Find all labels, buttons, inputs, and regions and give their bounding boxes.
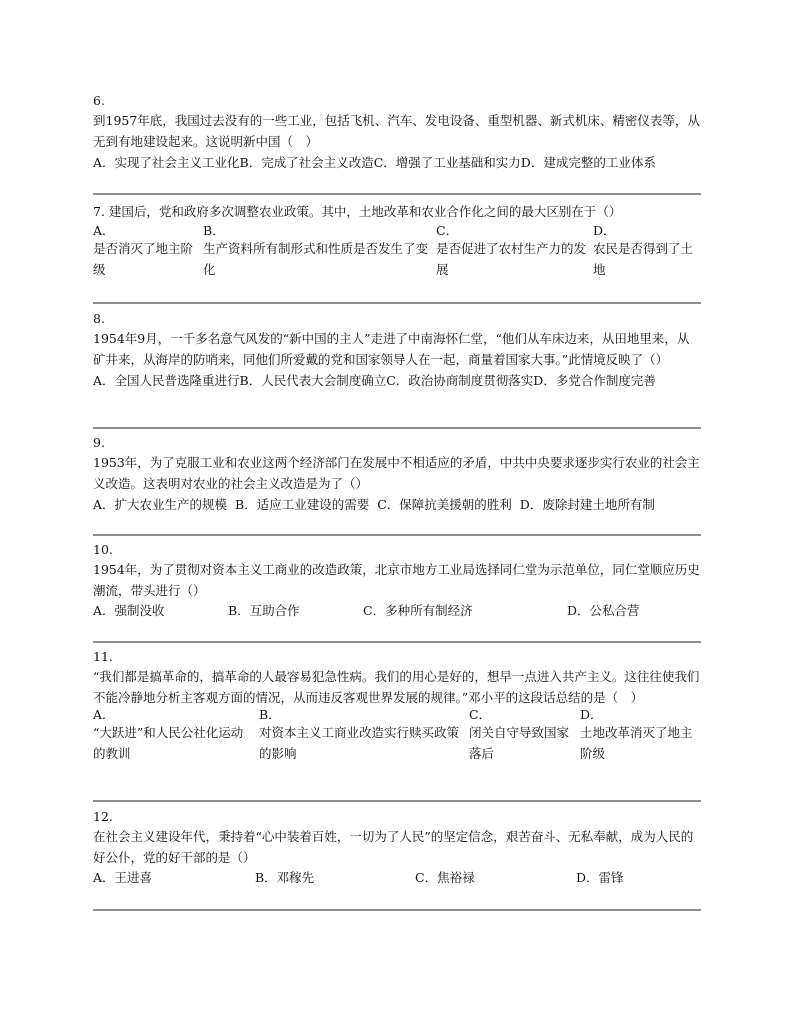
divider	[93, 641, 701, 643]
question-9	[93, 435, 701, 515]
question-number: 8.	[93, 311, 105, 326]
option-b[interactable]	[259, 708, 467, 764]
option-d[interactable]: D．雷锋	[576, 870, 624, 885]
option-b[interactable]: B．适应工业建设的需要	[235, 497, 370, 512]
option-text: 农民是否得到了土地	[593, 241, 694, 277]
option-grid	[93, 601, 701, 623]
option-letter: A．	[93, 707, 115, 722]
divider	[93, 534, 701, 536]
option-d[interactable]: D．公私合营	[567, 603, 640, 618]
option-c[interactable]	[436, 224, 591, 280]
question-stem	[93, 201, 701, 222]
question-12	[93, 809, 701, 890]
divider	[93, 302, 701, 304]
option-letter: D．	[593, 223, 616, 238]
option-a[interactable]: A．扩大农业生产的规模	[93, 497, 228, 512]
question-stem: 1953年，为了克服工业和农业这两个经济部门在发展中不相适应的矛盾，中共中央要求逐步实行农业的社会主义改造。这表明对农业的社会主义改造是为了（）	[93, 455, 700, 491]
option-text: 对资本主义工商业改造实行赎买政策的影响	[259, 725, 460, 761]
option-text: 是否消灭了地主阶级	[93, 241, 194, 277]
question-stem: 到1957年底，我国过去没有的一些工业，包括飞机、汽车、发电设备、重型机器、新式机床、精密仪表等，从无到有地建设起来。这说明新中国（ ）	[93, 113, 700, 149]
question-7	[93, 201, 701, 280]
question-8	[93, 311, 701, 391]
question-stem: 1954年，为了贯彻对资本主义工商业的改造政策，北京市地方工业局选择同仁堂为示范单位，同仁堂顺应历史潮流，带头进行（）	[93, 562, 700, 598]
question-10	[93, 542, 701, 623]
option-grid	[93, 224, 701, 280]
option-text: 土地改革消灭了地主阶级	[580, 725, 693, 761]
question-stem: 1954年9月，一千多名意气风发的“新中国的主人”走进了中南海怀仁堂，“他们从车床边来，从田地里来，从矿井来，从海岸的防哨来，同他们所爱戴的党和国家领导人在一起，商量着国家大事。”此情境反映了（）	[93, 331, 690, 367]
option-grid	[93, 708, 701, 766]
question-number: 7.	[93, 204, 105, 219]
option-c[interactable]: C．增强了工业基础和实力	[373, 155, 521, 170]
option-b[interactable]: B．互助合作	[228, 603, 300, 618]
option-a[interactable]: A．实现了社会主义工业化	[93, 155, 240, 170]
option-d[interactable]: D．废除封建土地所有制	[519, 497, 655, 512]
option-b[interactable]	[203, 224, 431, 280]
option-text: 是否促进了农村生产力的发展	[436, 241, 587, 277]
option-letter: A．	[93, 223, 115, 238]
question-number: 12.	[93, 809, 113, 824]
option-text: 生产资料所有制形式和性质是否发生了变化	[203, 241, 429, 277]
option-c[interactable]: C．多种所有制经济	[363, 603, 473, 618]
divider	[93, 193, 701, 195]
option-grid	[93, 868, 701, 890]
option-d[interactable]	[593, 224, 698, 280]
option-letter: C．	[436, 223, 459, 238]
question-6	[93, 93, 701, 173]
option-d[interactable]	[580, 708, 698, 764]
option-c[interactable]: C．政治协商制度贯彻落实	[386, 373, 534, 388]
option-a[interactable]	[93, 708, 255, 764]
option-d[interactable]: D．多党合作制度完善	[533, 373, 656, 388]
question-stem: “我们都是搞革命的，搞革命的人最容易犯急性病。我们的用心是好的，想早一点进入共产主义。这往往使我们不能冷静地分析主客观方面的情况，从而违反客观世界发展的规律。”邓小平的这段话总结的是（ ）	[93, 669, 700, 705]
option-b[interactable]: B．人民代表大会制度确立	[239, 373, 387, 388]
question-number: 9.	[93, 435, 105, 450]
option-letter: C．	[469, 707, 492, 722]
divider	[93, 427, 701, 429]
option-a[interactable]: A．王进喜	[93, 870, 153, 885]
divider	[93, 800, 701, 802]
option-d[interactable]: D．建成完整的工业体系	[520, 155, 656, 170]
option-b[interactable]: B．邓稼先	[255, 870, 315, 885]
option-row	[93, 494, 701, 515]
question-stem: 在社会主义建设年代，秉持着“心中装着百姓，一切为了人民”的坚定信念，艰苦奋斗、无私奉献，成为人民的好公仆，党的好干部的是（）	[93, 829, 694, 865]
option-a[interactable]: A．全国人民普选隆重进行	[93, 373, 240, 388]
divider	[93, 909, 701, 911]
option-c[interactable]: C．焦裕禄	[415, 870, 475, 885]
question-number: 6.	[93, 93, 105, 108]
option-row	[93, 370, 701, 391]
question-number: 10.	[93, 542, 113, 557]
option-b[interactable]: B．完成了社会主义改造	[239, 155, 374, 170]
option-text: 闭关自守导致国家落后	[469, 725, 570, 761]
option-c[interactable]	[469, 708, 579, 764]
option-c[interactable]: C．保障抗美援朝的胜利	[377, 497, 512, 512]
question-stem-text: 建国后，党和政府多次调整农业政策。其中，土地改革和农业合作化之间的最大区别在于（）	[108, 204, 622, 219]
option-letter: B．	[203, 223, 225, 238]
option-a[interactable]	[93, 224, 198, 280]
option-letter: D．	[580, 707, 603, 722]
question-11	[93, 649, 701, 766]
option-a[interactable]: A．强制没收	[93, 603, 165, 618]
option-text: “大跃进”和人民公社化运动的教训	[93, 725, 244, 761]
question-number: 11.	[93, 649, 113, 664]
option-row	[93, 152, 701, 173]
option-letter: B．	[259, 707, 281, 722]
